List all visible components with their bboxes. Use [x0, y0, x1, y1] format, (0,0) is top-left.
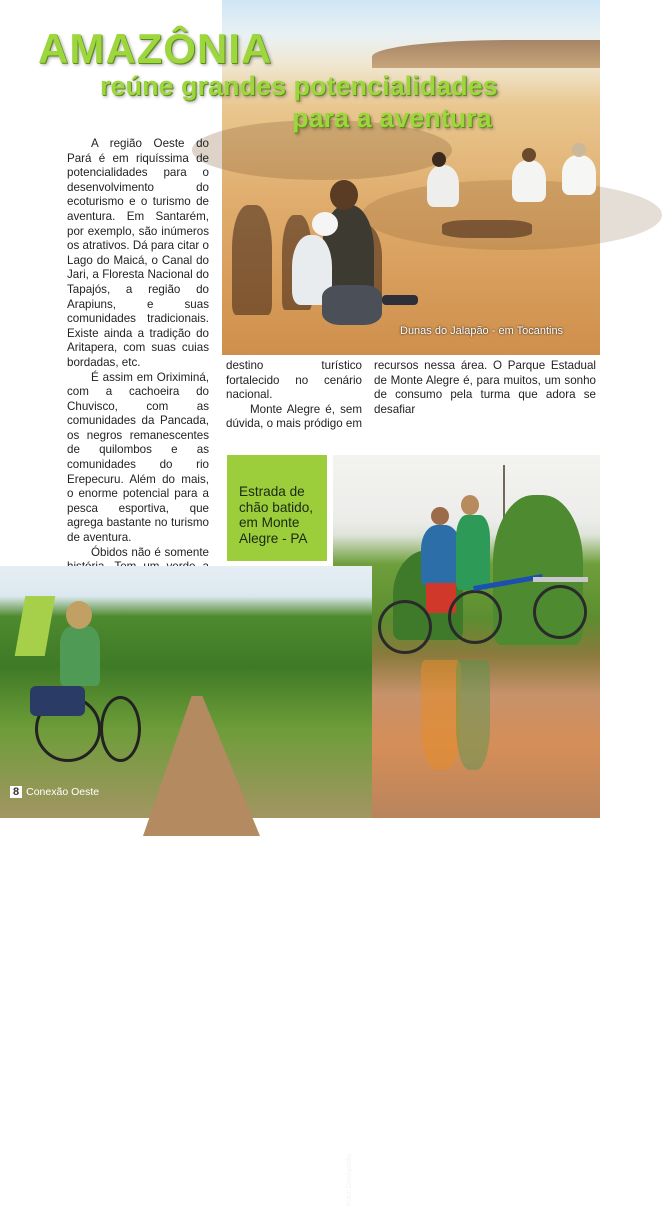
article-column-3 [374, 359, 596, 417]
article-subtitle-line1: reúne grandes potencialidades [100, 71, 498, 101]
article-column-2 [226, 359, 362, 432]
article-title: AMAZÔNIA [38, 25, 273, 72]
cyclists-photo [333, 455, 600, 818]
dirt-road-photo [0, 566, 372, 1206]
paragraph: A região Oeste do Pará é em riquíssima de potencialidades para o desenvolvimento do ecoturismo e o turismo de aventura. Em Santarém, por exemplo, são inúmeros os atrativos. Dá para citar o Lago do Maicá, o Canal do Jari, a Floresta Nacional do Tapajós, a região do Arapiuns, e suas comunidades tradicionais. Existe ainda a tradição do Aritapera, com suas cuias bordadas, etc. [67, 137, 209, 369]
paragraph: recursos nessa área. O Parque Estadual de Monte Alegre é, para muitos, um sonho de consumo pela turma que adora se desafiar [374, 359, 596, 416]
page-footer [10, 785, 99, 799]
article-column-1 [67, 137, 209, 633]
dunes-photo-caption: Dunas do Jalapão - em Tocantins [400, 325, 564, 337]
dunes-photo [222, 0, 600, 355]
paragraph: destino turístico fortalecido no cenário nacional. [226, 359, 362, 402]
photo-credit: Foto: Divulgação [346, 1153, 353, 1206]
publication-name: Conexão Oeste [26, 786, 100, 798]
caption-box-text: Estrada de chão batido, em Monte Alegre - PA [239, 484, 314, 546]
article-subtitle-line2: para a aventura [292, 103, 492, 133]
page-number: 8 [10, 786, 22, 798]
paragraph: É assim em Oriximiná, com a cachoeira do Chuvisco, com as comunidades da Pancada, os negros remanescentes de quilombos e as comunidades do rio Erepecuru. Além do mais, o enorme potencial para a pesca esportiva, que agrega bastante no turismo de aventura. [67, 370, 209, 545]
plateau-ridge [372, 40, 600, 68]
paragraph: Monte Alegre é, sem dúvida, o mais pródigo em [226, 402, 362, 431]
paragraph: Óbidos não é somente [91, 545, 209, 559]
